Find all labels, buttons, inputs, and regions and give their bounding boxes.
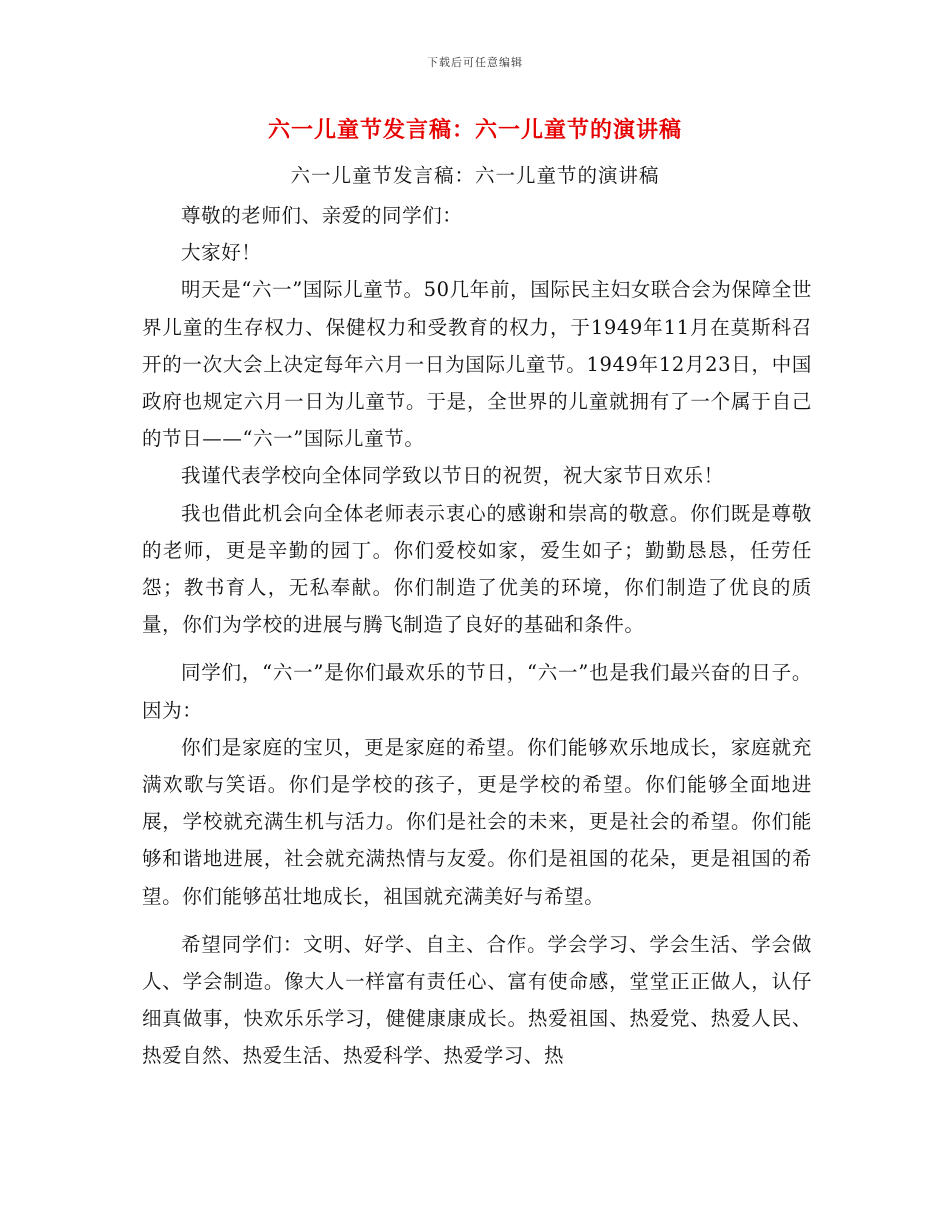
paragraph-wishes: 希望同学们：文明、好学、自主、合作。学会学习、学会生活、学会做人、学会制造。像大人一样富有责任心、富有使命感，堂堂正正做人，认仔细真做事，快欢乐乐学习，健健康康成长。热爱祖国、热爱党、热爱人民、热爱自然、热爱生活、热爱科学、热爱学习、热 — [142, 932, 812, 1068]
document-body — [142, 197, 812, 1075]
paragraph-greeting: 大家好！ — [181, 241, 262, 265]
document-title: 六一儿童节发言稿：六一儿童节的演讲稿 — [267, 117, 682, 143]
document-subtitle: 六一儿童节发言稿：六一儿童节的演讲稿 — [290, 164, 660, 187]
page-header-note: 下载后可任意编辑 — [427, 56, 523, 69]
paragraph-teachers: 我也借此机会向全体老师表示衷心的感谢和崇高的敬意。你们既是尊敬的老师，更是辛勤的园丁。你们爱校如家，爱生如子；勤勤恳恳，任劳任怨；教书育人，无私奉献。你们制造了优美的环境，你们制造了优良的质量，你们为学校的进展与腾飞制造了良好的基础和条件。 — [142, 501, 812, 637]
paragraph-history: 明天是“六一”国际儿童节。50几年前，国际民主妇女联合会为保障全世界儿童的生存权力、保健权力和受教育的权力，于1949年11月在莫斯科召开的一次大会上决定每年六月一日为国际儿童节。1949年12月23日，中国政府也规定六月一日为儿童节。于是，全世界的儿童就拥有了一个属于自己的节日——“六一”国际儿童节。 — [142, 278, 812, 451]
paragraph-students-intro: 同学们，“六一”是你们最欢乐的节日，“六一”也是我们最兴奋的日子。因为： — [142, 661, 812, 722]
paragraph-salutation: 尊敬的老师们、亲爱的同学们： — [181, 204, 463, 227]
paragraph-hope: 你们是家庭的宝贝，更是家庭的希望。你们能够欢乐地成长，家庭就充满欢歌与笑语。你们是学校的孩子，更是学校的希望。你们能够全面地进展，学校就充满生机与活力。你们是社会的未来，更是社会的希望。你们能够和谐地进展，社会就充满热情与友爱。你们是祖国的花朵，更是祖国的希望。你们能够茁壮地成长，祖国就充满美好与希望。 — [142, 735, 812, 908]
paragraph-congratulations: 我谨代表学校向全体同学致以节日的祝贺，祝大家节日欢乐！ — [181, 464, 724, 488]
